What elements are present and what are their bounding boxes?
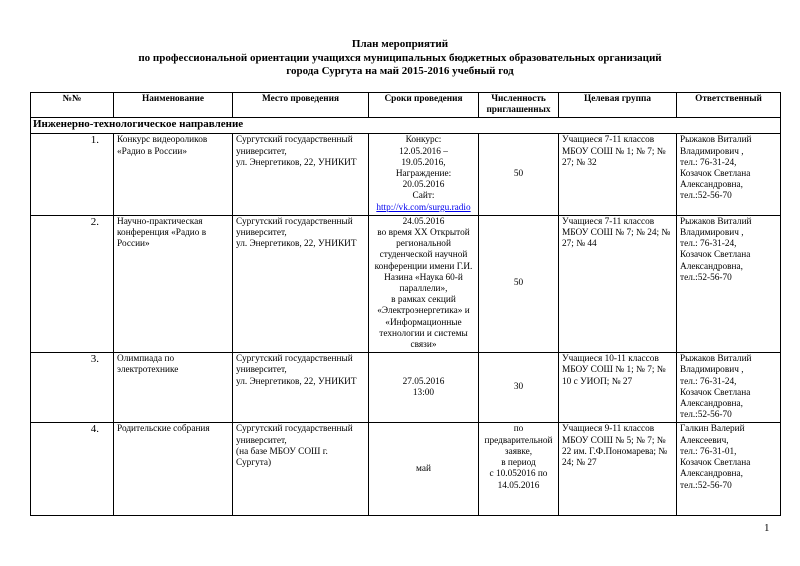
header-dates: Сроки проведения — [369, 93, 479, 118]
row-group: Учащиеся 9-11 классов МБОУ СОШ № 5; № 7; № 22 им. Г.Ф.Пономарева; № 24; № 27 — [559, 423, 677, 516]
row-place: Сургутский государственный университет, (на базе МБОУ СОШ г. Сургута) — [233, 423, 369, 516]
row-name: Родительские собрания — [114, 423, 233, 516]
row-responsible: Рыжаков Виталий Владимирович , тел.: 76-31-24, Козачок Светлана Александровна, тел.:52-56-70 — [677, 215, 781, 352]
table-row — [31, 423, 781, 516]
row-num: 3. — [31, 353, 114, 423]
events-table — [30, 92, 781, 516]
section-row — [31, 118, 781, 134]
row-group: Учащиеся 7-11 классов МБОУ СОШ № 1; № 7; № 27; № 32 — [559, 134, 677, 215]
site-link[interactable]: http://vk.com/surgu.radio — [376, 202, 471, 213]
title-line-2: по профессиональной ориентации учащихся муниципальных бюджетных образовательных организаций — [138, 51, 662, 64]
row-responsible: Галкин Валерий Алексеевич, тел.: 76-31-01, Козачок Светлана Александровна, тел.:52-56-70 — [677, 423, 781, 516]
page-number: 1 — [764, 522, 770, 534]
header-num: №№ — [31, 93, 114, 118]
row-name: Олимпиада по электротехнике — [114, 353, 233, 423]
row-dates-text: Конкурс: 12.05.2016 – 19.05.2016, Награждение: 20.05.2016 Сайт: — [395, 135, 452, 202]
table-row — [31, 215, 781, 352]
row-group: Учащиеся 7-11 классов МБОУ СОШ № 7; № 24; № 27; № 44 — [559, 215, 677, 352]
row-dates: май — [369, 423, 479, 516]
document-title — [0, 38, 800, 79]
row-place: Сургутский государственный университет, ул. Энергетиков, 22, УНИКИТ — [233, 134, 369, 215]
table-row — [31, 353, 781, 423]
row-count: 50 — [479, 215, 559, 352]
row-responsible: Рыжаков Виталий Владимирович , тел.: 76-31-24, Козачок Светлана Александровна, тел.:52-56-70 — [677, 134, 781, 215]
table-header-row — [31, 93, 781, 118]
row-name: Конкурс видеороликов «Радио в России» — [114, 134, 233, 215]
header-count: Численность приглашенных — [479, 93, 559, 118]
row-dates: 27.05.2016 13:00 — [369, 353, 479, 423]
row-count: по предварительной заявке, в период с 10.052016 по 14.05.2016 — [479, 423, 559, 516]
row-count: 30 — [479, 353, 559, 423]
row-place: Сургутский государственный университет, ул. Энергетиков, 22, УНИКИТ — [233, 353, 369, 423]
row-dates: 24.05.2016 во время XX Открытой региональной студенческой научной конференции имени Г.И. Назина «Наука 60-й параллели», в рамках секций «Электроэнергетика» и «Информационные технологии и системы связи» — [369, 215, 479, 352]
header-group: Целевая группа — [559, 93, 677, 118]
header-name: Наименование — [114, 93, 233, 118]
row-group: Учащиеся 10-11 классов МБОУ СОШ № 1; № 7; № 10 с УИОП; № 27 — [559, 353, 677, 423]
title-line-1: План мероприятий — [351, 38, 449, 50]
title-line-3: города Сургута на май 2015-2016 учебный год — [286, 65, 514, 77]
row-name: Научно-практическая конференция «Радио в России» — [114, 215, 233, 352]
header-responsible: Ответственный — [677, 93, 781, 118]
header-place: Место проведения — [233, 93, 369, 118]
row-dates — [369, 134, 479, 215]
row-count: 50 — [479, 134, 559, 215]
table-row — [31, 134, 781, 215]
row-place: Сургутский государственный университет, ул. Энергетиков, 22, УНИКИТ — [233, 215, 369, 352]
row-num: 1. — [31, 134, 114, 215]
row-num: 4. — [31, 423, 114, 516]
row-num: 2. — [31, 215, 114, 352]
section-title: Инженерно-технологическое направление — [31, 118, 781, 134]
row-responsible: Рыжаков Виталий Владимирович , тел.: 76-31-24, Козачок Светлана Александровна, тел.:52-56-70 — [677, 353, 781, 423]
